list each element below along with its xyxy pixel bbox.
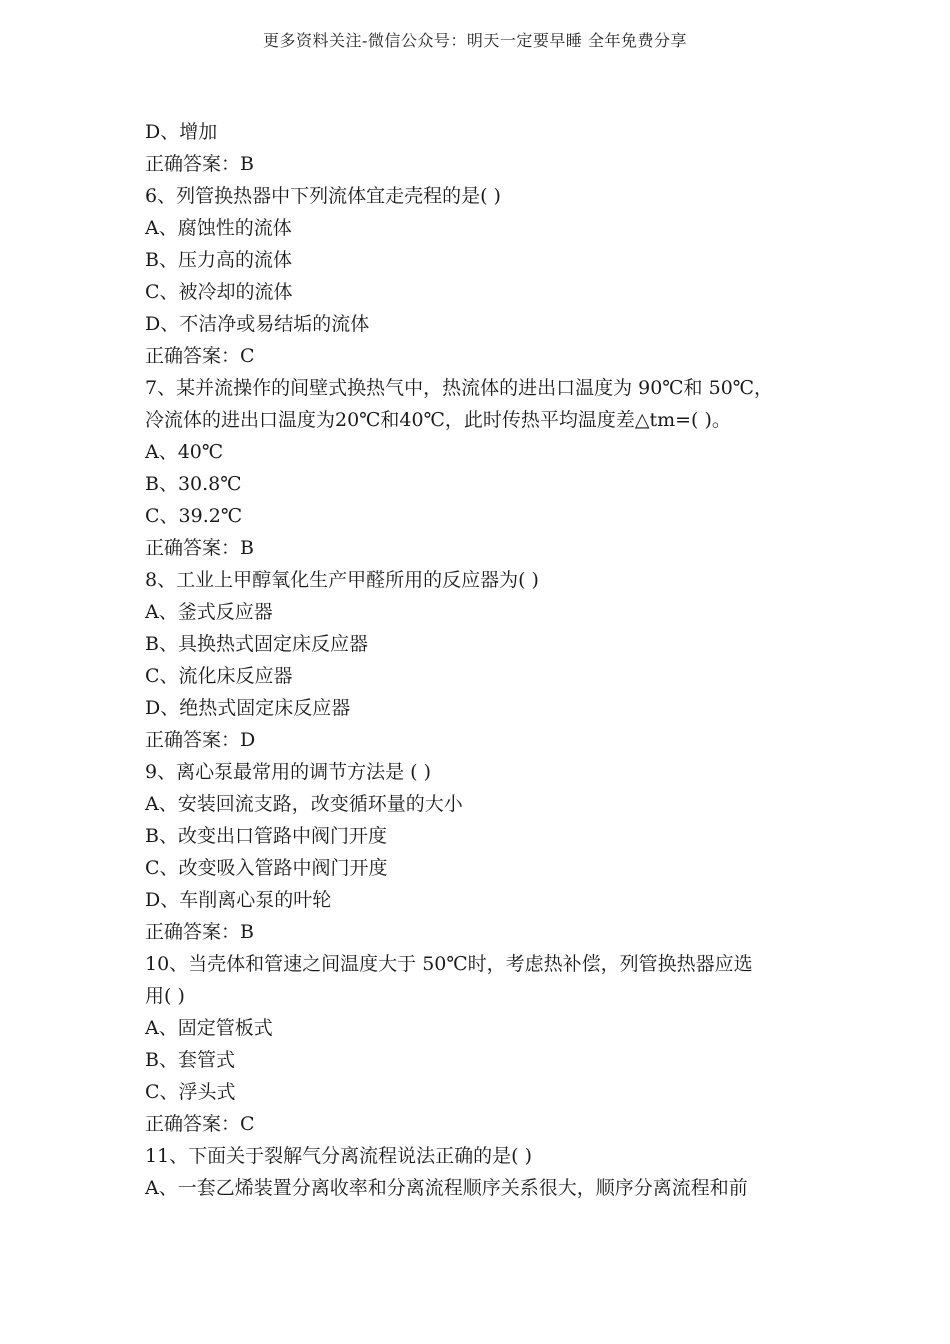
question-line: 11、下面关于裂解气分离流程说法正确的是( ) xyxy=(145,1145,533,1167)
option-line: A、一套乙烯装置分离收率和分离流程顺序关系很大，顺序分离流程和前 xyxy=(145,1177,748,1199)
option-line: B、套管式 xyxy=(145,1049,235,1071)
question-line: 7、某并流操作的间壁式换热气中，热流体的进出口温度为 90℃和 50℃， xyxy=(145,377,774,399)
answer-line: 正确答案：B xyxy=(145,537,254,559)
answer-line: 正确答案：D xyxy=(145,729,256,751)
option-line: A、腐蚀性的流体 xyxy=(145,217,292,239)
page-header: 更多资料关注-微信公众号：明天一定要早睡 全年免费分享 xyxy=(263,31,687,50)
option-line: A、釜式反应器 xyxy=(145,601,273,623)
option-line: D、车削离心泵的叶轮 xyxy=(145,889,332,911)
question-line: 10、当壳体和管速之间温度大于 50℃时，考虑热补偿，列管换热器应选 xyxy=(145,953,753,975)
answer-line: 正确答案：B xyxy=(145,921,254,943)
answer-line: 正确答案：B xyxy=(145,153,254,175)
option-line: C、浮头式 xyxy=(145,1081,236,1103)
option-line: C、39.2℃ xyxy=(145,505,243,527)
option-line: B、改变出口管路中阀门开度 xyxy=(145,825,387,847)
question-line: 6、列管换热器中下列流体宜走壳程的是( ) xyxy=(145,185,501,207)
option-line: C、被冷却的流体 xyxy=(145,281,293,303)
question-line-continued: 用( ) xyxy=(145,985,185,1007)
option-line: C、流化床反应器 xyxy=(145,665,293,687)
option-line: D、增加 xyxy=(145,121,218,143)
question-line-continued: 冷流体的进出口温度为20℃和40℃，此时传热平均温度差△tm=( )。 xyxy=(145,409,731,431)
option-line: D、绝热式固定床反应器 xyxy=(145,697,351,719)
option-line: B、具换热式固定床反应器 xyxy=(145,633,368,655)
document-body xyxy=(145,116,825,1204)
option-line: D、不洁净或易结垢的流体 xyxy=(145,313,370,335)
option-line: A、固定管板式 xyxy=(145,1017,273,1039)
answer-line: 正确答案：C xyxy=(145,345,255,367)
option-line: C、改变吸入管路中阀门开度 xyxy=(145,857,388,879)
option-line: B、压力高的流体 xyxy=(145,249,292,271)
question-line: 9、离心泵最常用的调节方法是 ( ) xyxy=(145,761,431,783)
answer-line: 正确答案：C xyxy=(145,1113,255,1135)
option-line: B、30.8℃ xyxy=(145,473,242,495)
question-line: 8、工业上甲醇氧化生产甲醛所用的反应器为( ) xyxy=(145,569,539,591)
option-line: A、40℃ xyxy=(145,441,224,463)
option-line: A、安装回流支路，改变循环量的大小 xyxy=(145,793,463,815)
